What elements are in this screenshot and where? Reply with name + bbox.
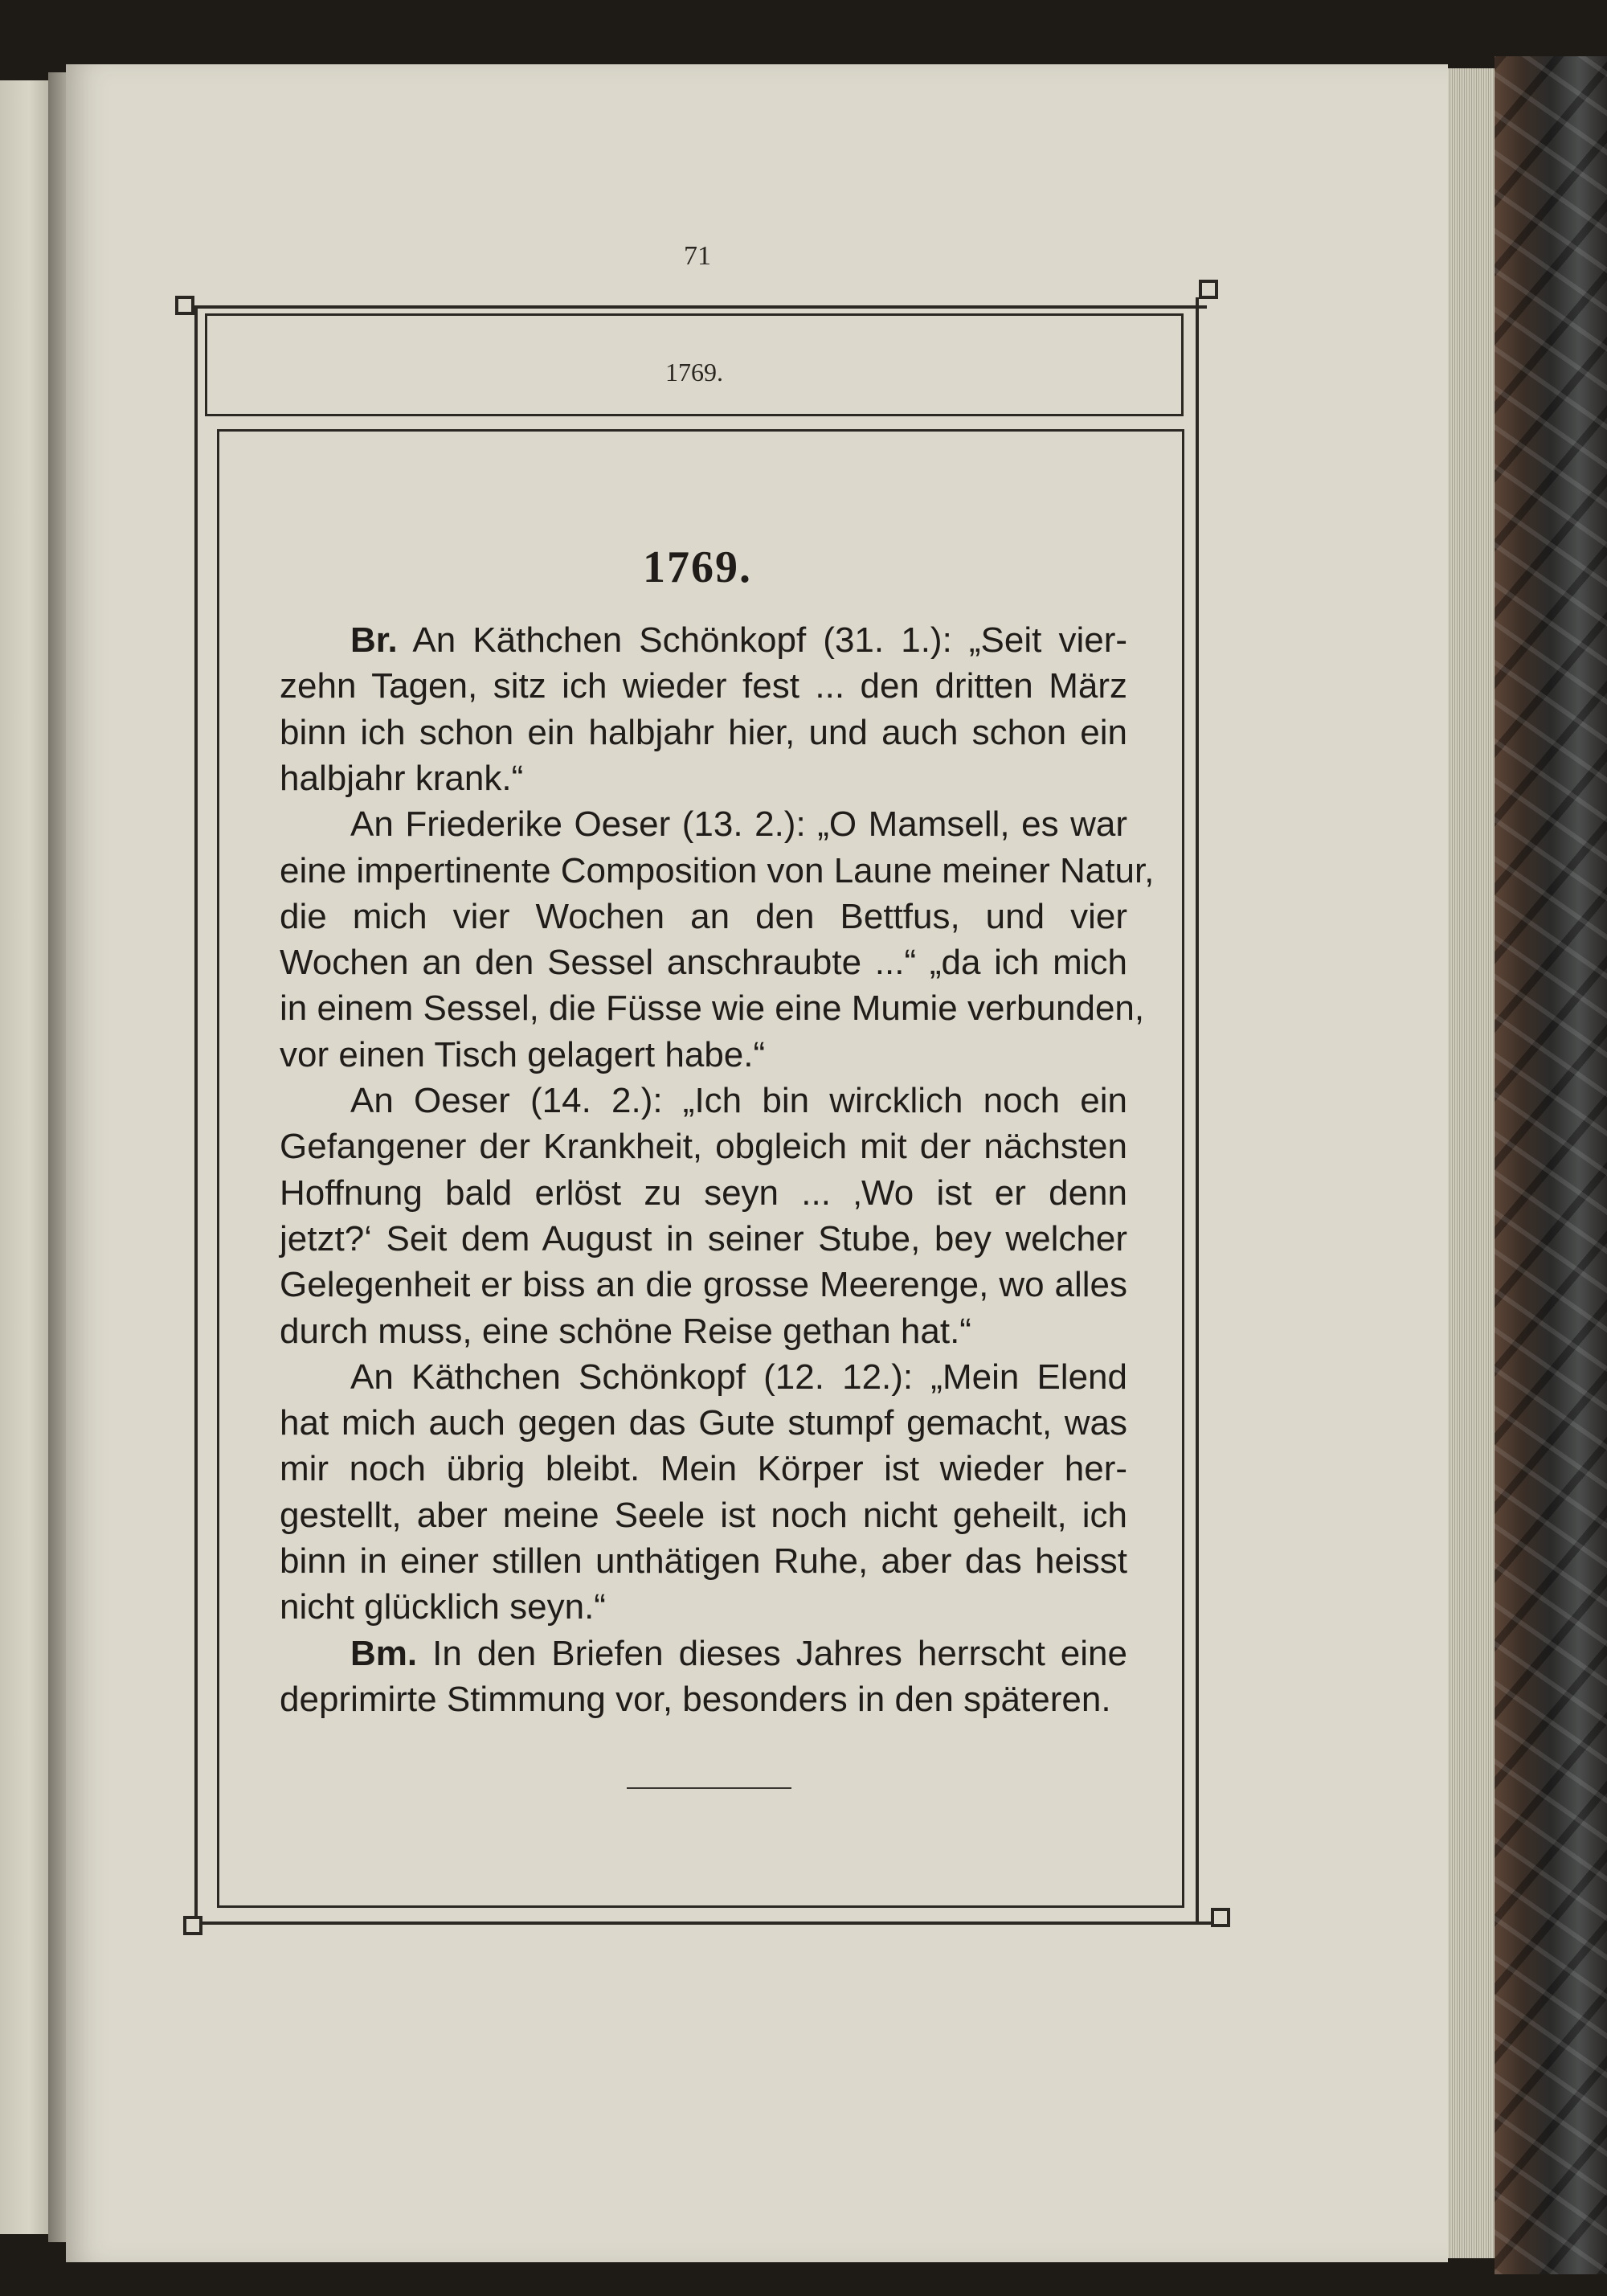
- running-header-box: [205, 313, 1184, 416]
- line-text: In den Briefen dieses Jahres herrscht eine: [417, 1633, 1127, 1673]
- text-line: [350, 1631, 1127, 1677]
- text-line: An Friederike Oeser (13. 2.): „O Mamsell, es war: [350, 804, 1127, 845]
- frame-corner-top-right: [1199, 280, 1218, 299]
- frame-corner-bottom-left: [183, 1916, 202, 1935]
- text-line: Wochen an den Sessel anschraubte ...“ „da ich mich: [280, 943, 1127, 983]
- running-header: 1769.: [665, 358, 723, 387]
- left-page-edge: [0, 80, 51, 2234]
- text-line: An Oeser (14. 2.): „Ich bin wircklich noch ein: [350, 1081, 1127, 1120]
- text-line: [350, 617, 1127, 664]
- line-text: An Käthchen Schönkopf (31. 1.): „Seit vier-: [397, 620, 1127, 660]
- text-line: binn ich schon ein halbjahr hier, und auch schon ein: [280, 712, 1127, 752]
- text-line: in einem Sessel, die Füsse wie eine Mumie verbunden,: [280, 988, 1145, 1029]
- frame-corner-top-left: [175, 296, 194, 315]
- text-line: Gelegenheit er biss an die grosse Meerenge, wo alles: [280, 1265, 1127, 1305]
- text-line: mir noch übrig bleibt. Mein Körper ist wieder her-: [280, 1449, 1127, 1489]
- frame-bottom-line: [194, 1922, 1215, 1925]
- marbled-cover: [1495, 56, 1607, 2274]
- text-line: hat mich auch gegen das Gute stumpf gemacht, was: [280, 1403, 1127, 1443]
- text-line: gestellt, aber meine Seele ist noch nicht geheilt, ich: [280, 1495, 1127, 1535]
- siglum: Br.: [350, 620, 398, 660]
- text-line: vor einen Tisch gelagert habe.“: [280, 1034, 766, 1074]
- text-line: An Käthchen Schönkopf (12. 12.): „Mein Elend: [350, 1357, 1127, 1397]
- text-line: zehn Tagen, sitz ich wieder fest ... den dritten März: [280, 666, 1127, 706]
- text-line: jetzt?‘ Seit dem August in seiner Stube, bey welcher: [280, 1218, 1127, 1259]
- text-line: Hoffnung bald erlöst zu seyn ... ‚Wo ist er denn: [280, 1173, 1127, 1213]
- siglum: Bm.: [350, 1633, 418, 1673]
- text-line: eine impertinente Composition von Laune meiner Natur,: [280, 850, 1155, 890]
- text-line: durch muss, eine schöne Reise gethan hat.“: [280, 1311, 971, 1351]
- text-line: Gefangener der Krankheit, obgleich mit der nächsten: [280, 1127, 1127, 1167]
- frame-top-line: [186, 305, 1207, 309]
- text-line: nicht glücklich seyn.“: [280, 1587, 606, 1627]
- text-line: halbjahr krank.“: [280, 758, 524, 798]
- frame-corner-bottom-right: [1211, 1908, 1230, 1927]
- page-edges: [1448, 68, 1495, 2258]
- end-rule: [627, 1787, 791, 1789]
- text-line: binn in einer stillen unthätigen Ruhe, aber das heisst: [280, 1541, 1127, 1581]
- year-heading: 1769.: [643, 542, 752, 592]
- text-line: deprimirte Stimmung vor, besonders in den späteren.: [280, 1679, 1111, 1719]
- page-number: 71: [684, 241, 711, 271]
- text-line: die mich vier Wochen an den Bettfus, und vier: [280, 896, 1127, 936]
